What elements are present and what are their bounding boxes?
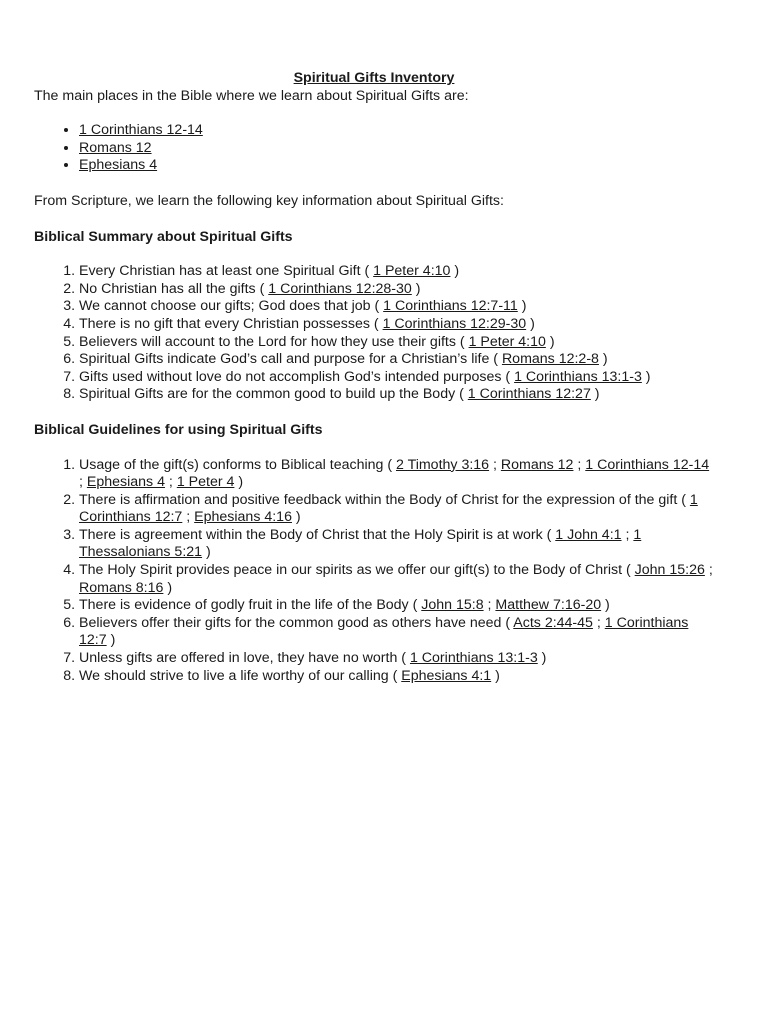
item-text: The Holy Spirit provides peace in our spirits as we offer our gift(s) to the Body of Christ ( bbox=[79, 562, 635, 579]
scripture-link[interactable]: 1 Corinthians 12:7 bbox=[79, 491, 698, 526]
scripture-intro-text: From Scripture, we learn the following key information about Spiritual Gifts: bbox=[34, 192, 504, 209]
closing-paren: ) bbox=[537, 650, 547, 667]
list-item bbox=[79, 281, 714, 299]
scripture-link[interactable]: Matthew 7:16-20 bbox=[495, 597, 602, 614]
scripture-link[interactable]: John 15:26 bbox=[634, 562, 705, 579]
item-text: There is no gift that every Christian possesses ( bbox=[79, 315, 383, 332]
list-item bbox=[79, 157, 714, 175]
main-references-list bbox=[34, 122, 714, 175]
item-text: There is agreement within the Body of Christ that the Holy Spirit is at work ( bbox=[79, 526, 556, 543]
scripture-link[interactable]: 1 Corinthians 13:1-3 bbox=[409, 650, 538, 667]
scripture-link[interactable]: 1 Corinthians 12-14 bbox=[585, 456, 710, 473]
item-text: Spiritual Gifts are for the common good to build up the Body ( bbox=[79, 386, 468, 403]
list-item bbox=[79, 298, 714, 316]
scripture-link[interactable]: 1 Corinthians 12:7-11 bbox=[383, 298, 518, 315]
closing-paren: ) bbox=[411, 280, 421, 297]
list-item bbox=[79, 562, 714, 597]
closing-paren: ) bbox=[106, 632, 116, 649]
list-item bbox=[79, 369, 714, 387]
guidelines-list bbox=[34, 457, 714, 686]
closing-paren: ) bbox=[202, 544, 211, 561]
list-item bbox=[79, 122, 714, 140]
item-text: There is evidence of godly fruit in the life of the Body ( bbox=[79, 597, 422, 614]
list-item bbox=[79, 492, 714, 527]
list-item bbox=[79, 457, 714, 492]
intro-text: The main places in the Bible where we learn about Spiritual Gifts are: bbox=[34, 87, 469, 104]
scripture-link[interactable]: Ephesians 4 bbox=[79, 157, 158, 174]
ref-separator: ; bbox=[489, 456, 501, 473]
item-text: Every Christian has at least one Spiritual Gift ( bbox=[79, 263, 374, 280]
scripture-link[interactable]: Ephesians 4:1 bbox=[401, 667, 492, 684]
list-item bbox=[79, 316, 714, 334]
closing-paren: ) bbox=[601, 597, 610, 614]
scripture-link[interactable]: 1 John 4:1 bbox=[555, 526, 622, 543]
scripture-link[interactable]: 2 Timothy 3:16 bbox=[396, 456, 490, 473]
list-item bbox=[79, 668, 714, 686]
item-text: No Christian has all the gifts ( bbox=[79, 280, 269, 297]
item-text: Believers will account to the Lord for how they use their gifts ( bbox=[79, 333, 469, 350]
scripture-link[interactable]: 1 Corinthians 12-14 bbox=[79, 122, 203, 139]
item-text: There is affirmation and positive feedback within the Body of Christ for the expression of the gift ( bbox=[79, 491, 690, 508]
scripture-link[interactable]: 1 Corinthians 12:7 bbox=[79, 614, 689, 649]
list-item bbox=[79, 263, 714, 281]
list-item bbox=[79, 386, 714, 404]
item-text: We cannot choose our gifts; God does that job ( bbox=[79, 298, 384, 315]
scripture-link[interactable]: 1 Thessalonians 5:21 bbox=[79, 526, 642, 561]
closing-paren: ) bbox=[234, 474, 244, 491]
document-page bbox=[34, 70, 714, 685]
ref-separator: ; bbox=[79, 474, 87, 491]
closing-paren: ) bbox=[491, 667, 500, 684]
item-text: We should strive to live a life worthy of our calling ( bbox=[79, 667, 402, 684]
summary-list bbox=[34, 263, 714, 404]
list-item bbox=[79, 597, 714, 615]
scripture-link[interactable]: Ephesians 4 bbox=[86, 474, 165, 491]
scripture-link[interactable]: 1 Peter 4:10 bbox=[373, 263, 451, 280]
ref-separator: ; bbox=[704, 562, 713, 579]
item-text: Unless gifts are offered in love, they have no worth ( bbox=[79, 650, 410, 667]
closing-paren: ) bbox=[291, 509, 301, 526]
closing-paren: ) bbox=[526, 315, 535, 332]
closing-paren: ) bbox=[590, 386, 600, 403]
scripture-link[interactable]: 1 Corinthians 12:27 bbox=[467, 386, 591, 403]
page-title: Spiritual Gifts Inventory bbox=[293, 70, 455, 86]
item-text: Usage of the gift(s) conforms to Biblical teaching ( bbox=[79, 456, 396, 473]
list-item bbox=[79, 615, 714, 650]
list-item bbox=[79, 140, 714, 158]
ref-separator: ; bbox=[164, 474, 177, 491]
scripture-link[interactable]: Romans 12 bbox=[79, 139, 152, 156]
closing-paren: ) bbox=[545, 333, 555, 350]
ref-separator: ; bbox=[621, 526, 634, 543]
list-item bbox=[79, 527, 714, 562]
scripture-link[interactable]: Romans 12:2-8 bbox=[501, 351, 599, 368]
scripture-link[interactable]: Acts 2:44-45 bbox=[513, 614, 593, 631]
list-item bbox=[79, 334, 714, 352]
item-text: Believers offer their gifts for the common good as others have need ( bbox=[79, 614, 514, 631]
closing-paren: ) bbox=[163, 579, 173, 596]
ref-separator: ; bbox=[182, 509, 195, 526]
scripture-link[interactable]: Ephesians 4:16 bbox=[194, 509, 292, 526]
closing-paren: ) bbox=[450, 263, 460, 280]
scripture-link[interactable]: 1 Corinthians 12:29-30 bbox=[382, 315, 527, 332]
scripture-link[interactable]: 1 Corinthians 12:28-30 bbox=[268, 280, 412, 297]
scripture-link[interactable]: Romans 8:16 bbox=[79, 579, 164, 596]
scripture-link[interactable]: 1 Peter 4 bbox=[176, 474, 235, 491]
scripture-link[interactable]: 1 Corinthians 13:1-3 bbox=[514, 368, 642, 385]
item-text: Spiritual Gifts indicate God’s call and purpose for a Christian’s life ( bbox=[79, 351, 502, 368]
closing-paren: ) bbox=[517, 298, 527, 315]
scripture-link[interactable]: Romans 12 bbox=[500, 456, 574, 473]
closing-paren: ) bbox=[641, 368, 651, 385]
summary-heading: Biblical Summary about Spiritual Gifts bbox=[34, 228, 293, 245]
closing-paren: ) bbox=[598, 351, 608, 368]
ref-separator: ; bbox=[483, 597, 496, 614]
scripture-link[interactable]: 1 Peter 4:10 bbox=[468, 333, 546, 350]
guidelines-heading: Biblical Guidelines for using Spiritual Gifts bbox=[34, 421, 323, 438]
list-item bbox=[79, 351, 714, 369]
ref-separator: ; bbox=[592, 614, 605, 631]
list-item bbox=[79, 650, 714, 668]
scripture-link[interactable]: John 15:8 bbox=[421, 597, 484, 614]
ref-separator: ; bbox=[573, 456, 586, 473]
item-text: Gifts used without love do not accomplish God’s intended purposes ( bbox=[79, 368, 515, 385]
